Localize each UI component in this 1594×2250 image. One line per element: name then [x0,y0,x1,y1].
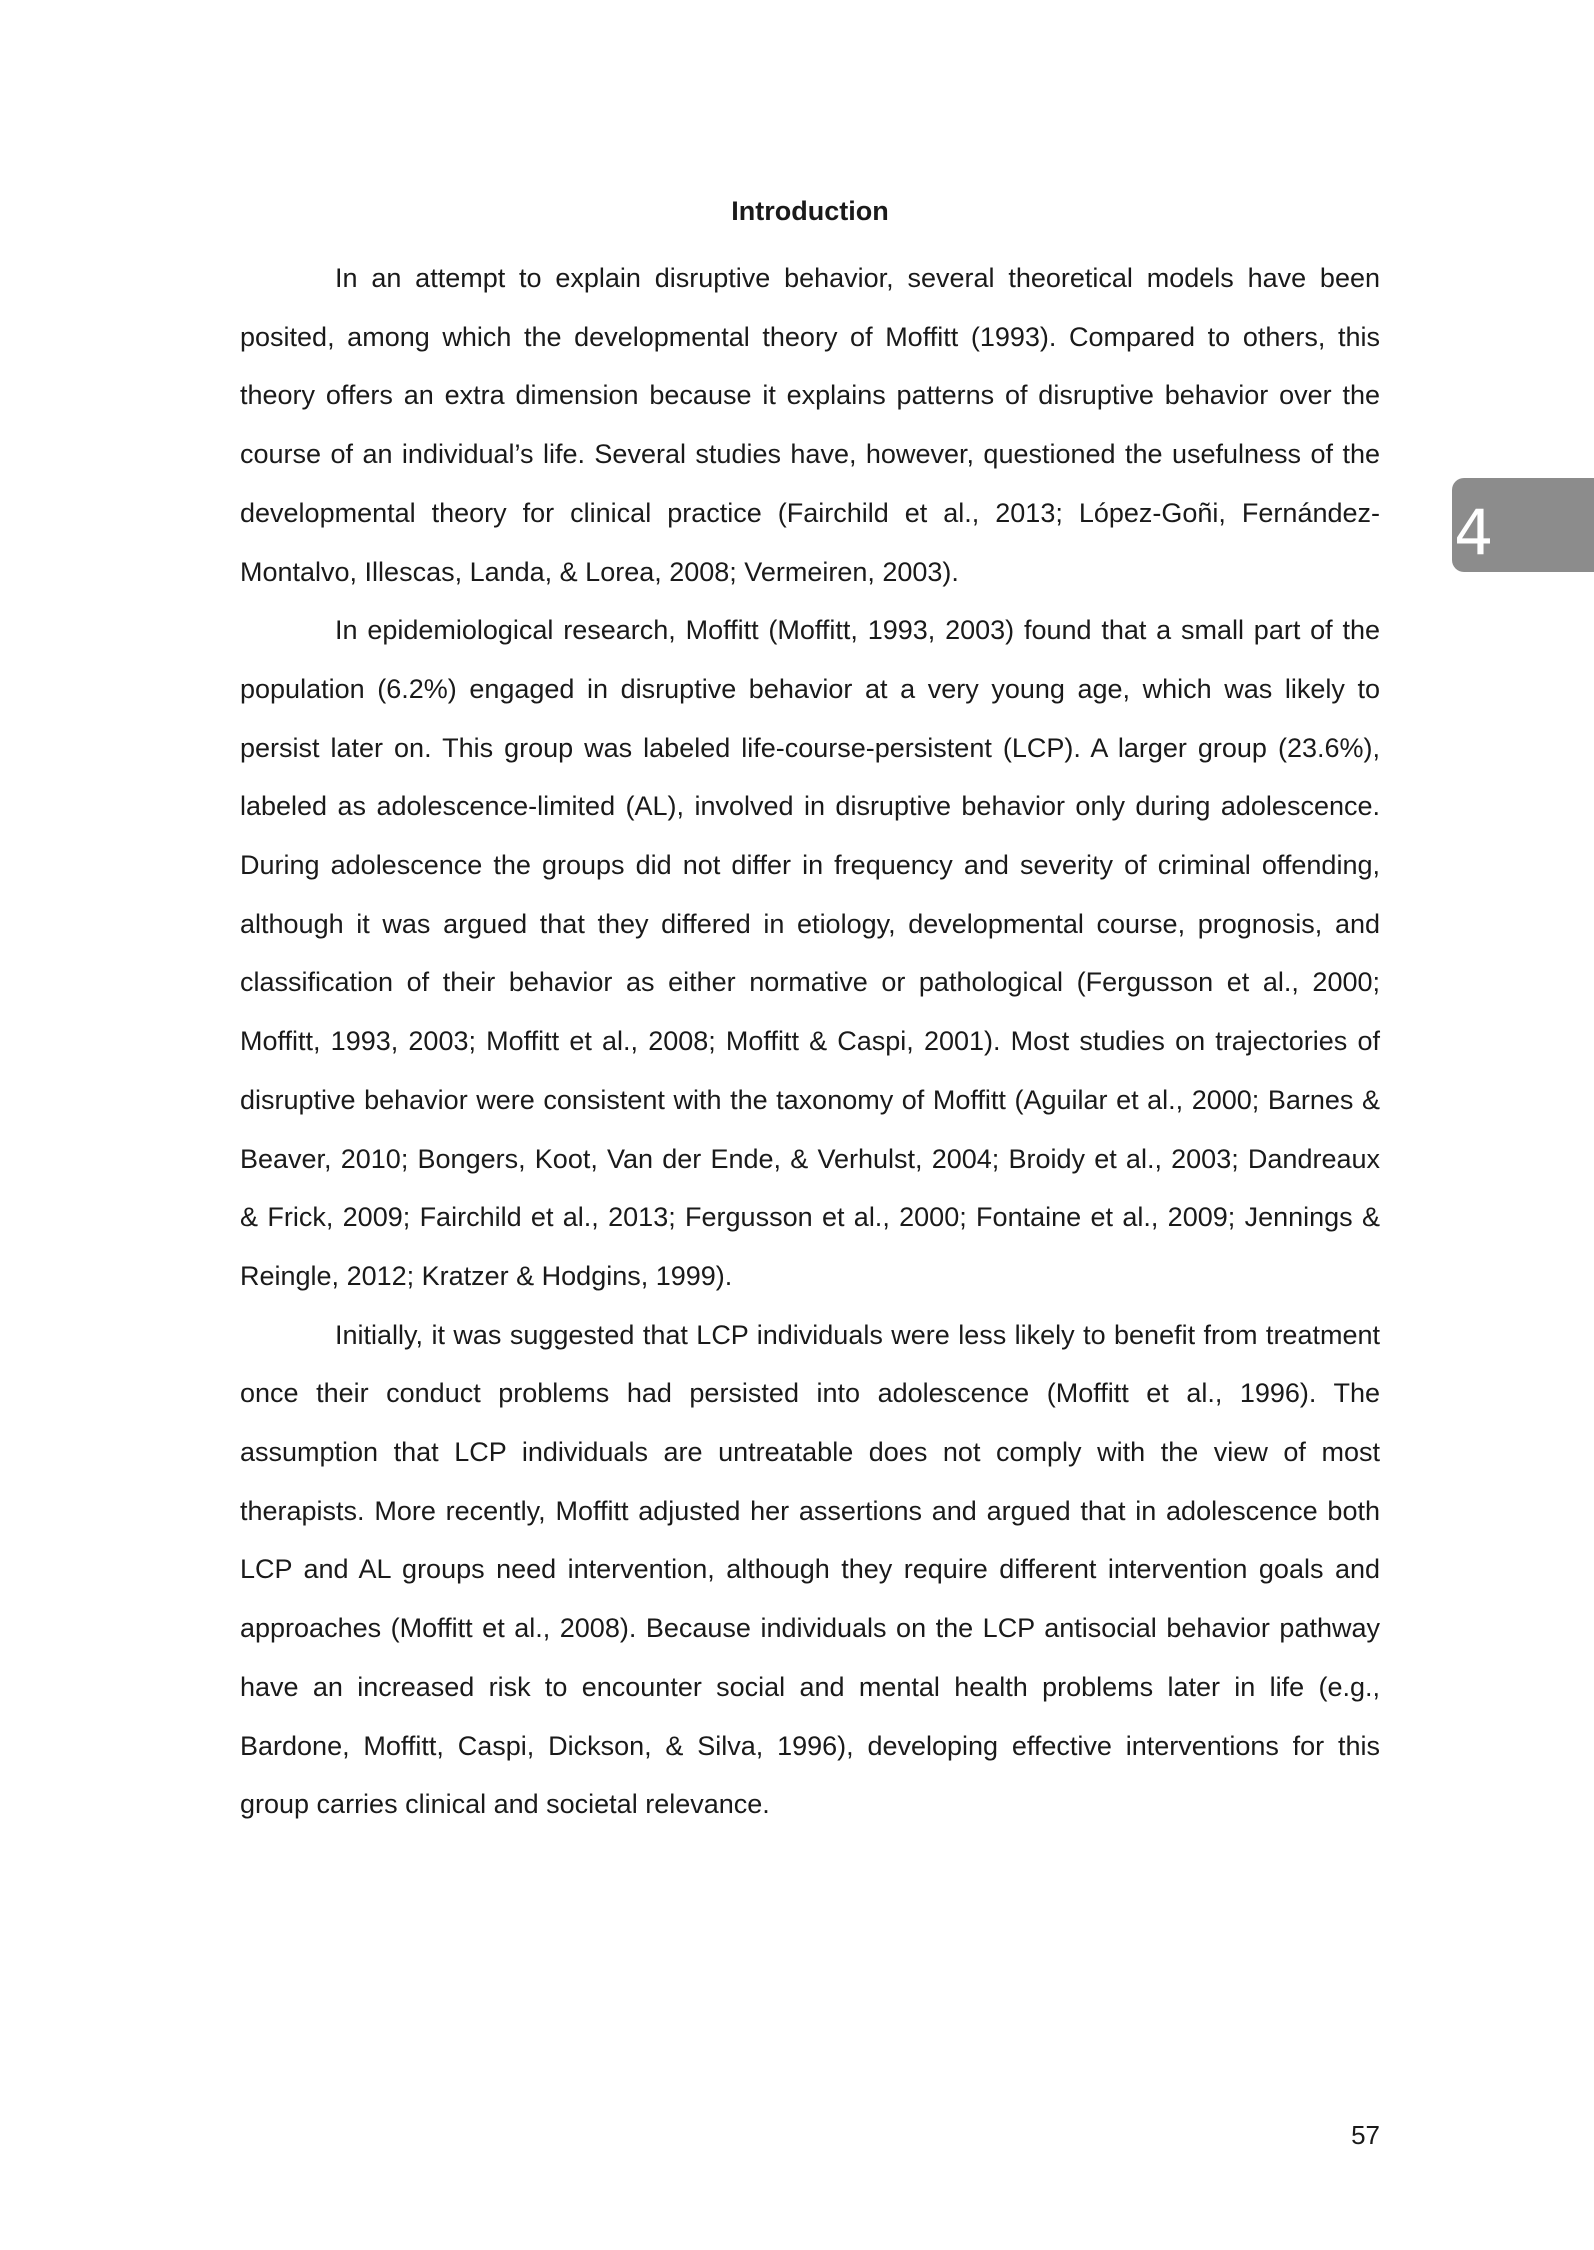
section-heading: Introduction [731,196,889,226]
main-content [240,190,1380,1834]
chapter-tab [1452,478,1594,572]
paragraph-3: Initially, it was suggested that LCP individuals were less likely to benefit from treatment once their conduct problems had persisted into adolescence (Moffitt et al., 1996). The assumption that LCP individuals are untreatable does not comply with the view of most therapists. More recently, Moffitt adjusted her assertions and argued that in adolescence both LCP and AL groups need intervention, although they require different intervention goals and approaches (Moffitt et al., 2008). Because individuals on the LCP antisocial behavior pathway have an increased risk to encounter social and mental health problems later in life (e.g., Bardone, Moffitt, Caspi, Dickson, & Silva, 1996), developing effective interventions for this group carries clinical and societal relevance. [240,1319,1380,1820]
paragraph-1: In an attempt to explain disruptive behavior, several theoretical models have been posited, among which the developmental theory of Moffitt (1993). Compared to others, this theory offers an extra dimension because it explains patterns of disruptive behavior over the course of an individual’s life. Several studies have, however, questioned the usefulness of the developmental theory for clinical practice (Fairchild et al., 2013; López-Goñi, Fernández- Montalvo, Illescas, Landa, & Lorea, 2008; Vermeiren, 2003). [240,263,1380,587]
page-number: 57 [1351,2120,1380,2150]
paragraph-2: In epidemiological research, Moffitt (Moffitt, 1993, 2003) found that a small part of the population (6.2%) engaged in disruptive behavior at a very young age, which was likely to persist later on. This group was labeled life-course-persistent (LCP). A larger group (23.6%), labeled as adolescence-limited (AL), involved in disruptive behavior only during adolescence. During adolescence the groups did not differ in frequency and severity of criminal offending, although it was argued that they differed in etiology, developmental course, prognosis, and classification of their behavior as either normative or pathological (Fergusson et al., 2000; Moffitt, 1993, 2003; Moffitt et al., 2008; Moffitt & Caspi, 2001). Most studies on trajectories of disruptive behavior were consistent with the taxonomy of Moffitt (Aguilar et al., 2000; Barnes & Beaver, 2010; Bongers, Koot, Van der Ende, & Verhulst, 2004; Broidy et al., 2003; Dandreaux & Frick, 2009; Fairchild et al., 2013; Fergusson et al., 2000; Fontaine et al., 2009; Jennings & Reingle, 2012; Kratzer & Hodgins, 1999). [240,615,1380,1291]
chapter-number: 4 [1454,496,1494,569]
